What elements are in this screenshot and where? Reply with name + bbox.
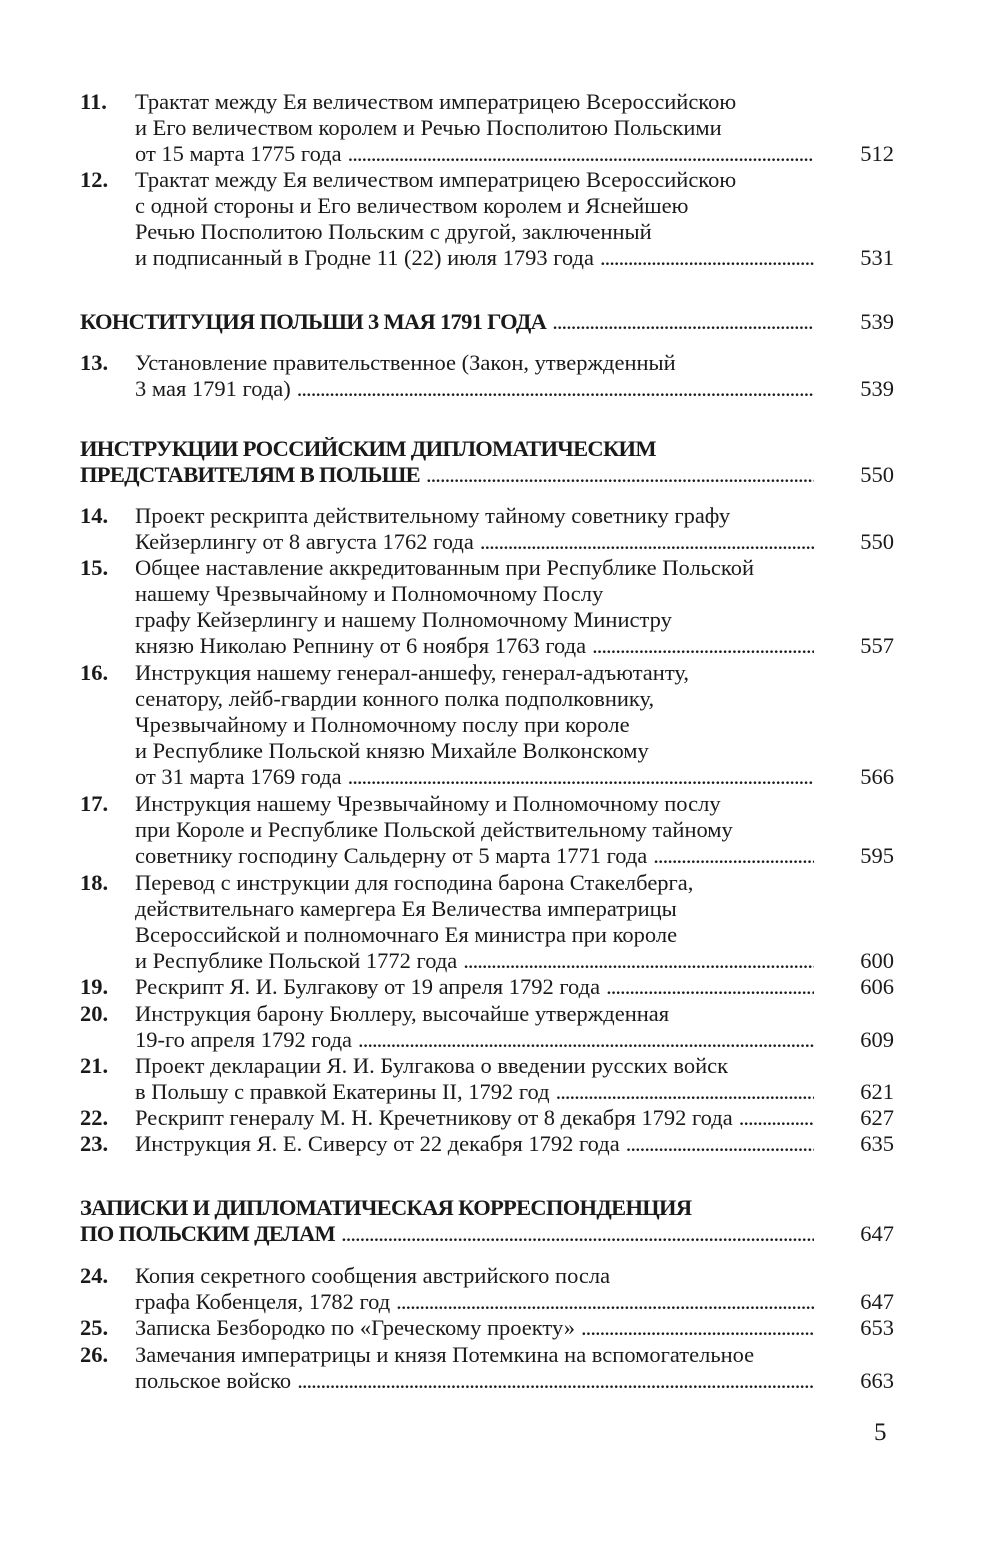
entry-text-line: Копия секретного сообщения австрийского посла <box>135 1263 611 1288</box>
entry-number: 13. <box>80 350 109 375</box>
leader-dots <box>358 1026 814 1054</box>
entry-text-line: 3 мая 1791 года) <box>135 376 291 401</box>
leader-dots <box>463 947 814 975</box>
entry-number: 26. <box>80 1342 109 1367</box>
entry-text-line: Проект декларации Я. И. Булгакова о введении русских войск <box>135 1053 729 1078</box>
entry-last-line <box>135 1367 814 1395</box>
entry-text-line: и подписанный в Гродне 11 (22) июля 1793 года <box>135 245 594 270</box>
entry-last-line <box>135 973 814 1001</box>
entry-last-line <box>135 947 814 975</box>
entry-text-line: Рескрипт Я. И. Булгакову от 19 апреля 1792 года <box>135 974 601 999</box>
leader-dots <box>600 244 814 272</box>
entry-text-line: Инструкция нашему Чрезвычайному и Полномочному послу <box>135 791 721 816</box>
leader-dots <box>653 842 814 870</box>
page-number: 647 <box>860 1289 894 1314</box>
entry-last-line <box>135 1104 814 1132</box>
entry-number: 16. <box>80 660 109 685</box>
page-number: 609 <box>860 1027 894 1052</box>
entry-last-line <box>135 244 814 272</box>
entry-text-line: действительнаго камергера Ея Величества императрицы <box>135 896 677 921</box>
entry-text-line: Инструкция барону Бюллеру, высочайше утвержденная <box>135 1001 670 1026</box>
entry-text-line: польское войско <box>135 1368 292 1393</box>
entry-last-line <box>135 375 814 403</box>
leader-dots <box>581 1314 814 1342</box>
entry-text-line: от 15 марта 1775 года <box>135 141 342 166</box>
entry-number: 17. <box>80 791 109 816</box>
leader-dots <box>297 1367 814 1395</box>
page-number: 531 <box>860 245 894 270</box>
entry-text-line: Трактат между Ея величеством императрицею Всероссийскою <box>135 167 737 192</box>
entry-number: 12. <box>80 167 109 192</box>
entry-number: 19. <box>80 974 109 999</box>
entry-number: 21. <box>80 1053 109 1078</box>
leader-dots <box>341 1220 814 1248</box>
page-number: 595 <box>860 843 894 868</box>
entry-text-line: и Республике Польской князю Михайле Волконскому <box>135 738 649 763</box>
page-folio: 5 <box>874 1419 887 1446</box>
leader-dots <box>626 1130 814 1158</box>
entry-text-line: сенатору, лейб-гвардии конного полка подполковнику, <box>135 686 655 711</box>
entry-text-line: Установление правительственное (Закон, утвержденный <box>135 350 676 375</box>
entry-number: 25. <box>80 1315 109 1340</box>
entry-number: 23. <box>80 1131 109 1156</box>
entry-last-line <box>135 1026 814 1054</box>
section-title-line: КОНСТИТУЦИЯ ПОЛЬШИ 3 МАЯ 1791 ГОДА <box>80 309 547 334</box>
entry-text-line: Кейзерлингу от 8 августа 1762 года <box>135 529 474 554</box>
entry-last-line <box>135 842 814 870</box>
entry-number: 22. <box>80 1105 109 1130</box>
entry-text-line: Речью Посполитою Польским с другой, заключенный <box>135 219 652 244</box>
entry-last-line <box>135 763 814 791</box>
page-number: 635 <box>860 1131 894 1156</box>
entry-text-line: Записка Безбородко по «Греческому проекту» <box>135 1315 576 1340</box>
entry-text-line: Рескрипт генералу М. Н. Кречетникову от 8 декабря 1792 года <box>135 1105 733 1130</box>
entry-text-line: графу Кейзерлингу и нашему Полномочному Министру <box>135 607 672 632</box>
page-number: 653 <box>860 1315 894 1340</box>
page-number: 512 <box>860 141 894 166</box>
entry-last-line <box>135 1288 814 1316</box>
leader-dots <box>606 973 814 1001</box>
leader-dots <box>592 632 814 660</box>
entry-last-line <box>135 1130 814 1158</box>
entry-text-line: с одной стороны и Его величеством королем и Яснейшею <box>135 193 689 218</box>
section-title-line: ПРЕДСТАВИТЕЛЯМ В ПОЛЬШЕ <box>80 462 420 487</box>
entry-text-line: Инструкция Я. Е. Сиверсу от 22 декабря 1792 года <box>135 1131 620 1156</box>
entry-text-line: в Польшу с правкой Екатерины II, 1792 год <box>135 1079 550 1104</box>
entry-number: 11. <box>80 89 107 114</box>
entry-number: 24. <box>80 1263 109 1288</box>
section-title-line: ПО ПОЛЬСКИМ ДЕЛАМ <box>80 1221 336 1246</box>
leader-dots <box>297 375 814 403</box>
entry-text-line: Инструкция нашему генерал-аншефу, генерал-адъютанту, <box>135 660 689 685</box>
section-title-line: ИНСТРУКЦИИ РОССИЙСКИМ ДИПЛОМАТИЧЕСКИМ <box>80 436 656 461</box>
entry-number: 20. <box>80 1001 109 1026</box>
entry-text-line: Проект рескрипта действительному тайному советнику графу <box>135 503 731 528</box>
page-number: 557 <box>860 633 894 658</box>
leader-dots <box>739 1104 814 1132</box>
entry-text-line: при Короле и Республике Польской действительному тайному <box>135 817 733 842</box>
leader-dots <box>348 140 814 168</box>
leader-dots <box>552 308 814 336</box>
entry-text-line: Перевод с инструкции для господина барона Стакелберга, <box>135 870 694 895</box>
entry-text-line: Чрезвычайному и Полномочному послу при короле <box>135 712 630 737</box>
entry-text-line: и Его величеством королем и Речью Посполитою Польскими <box>135 115 722 140</box>
entry-last-line <box>135 1078 814 1106</box>
entry-text-line: и Республике Польской 1772 года <box>135 948 458 973</box>
entry-text-line: графа Кобенцеля, 1782 год <box>135 1289 391 1314</box>
entry-text-line: князю Николаю Репнину от 6 ноября 1763 года <box>135 633 587 658</box>
page-number: 621 <box>860 1079 894 1104</box>
entry-last-line <box>135 528 814 556</box>
page-number: 647 <box>860 1221 894 1246</box>
page-number: 539 <box>860 309 894 334</box>
entry-text-line: от 31 марта 1769 года <box>135 764 342 789</box>
entry-number: 14. <box>80 503 109 528</box>
entry-number: 18. <box>80 870 109 895</box>
entry-text-line: Замечания императрицы и князя Потемкина на вспомогательное <box>135 1342 755 1367</box>
entry-last-line <box>135 632 814 660</box>
section-last-line <box>80 461 814 489</box>
page-number: 550 <box>860 529 894 554</box>
page-number: 606 <box>860 974 894 999</box>
leader-dots <box>348 763 814 791</box>
page-number: 600 <box>860 948 894 973</box>
page-number: 539 <box>860 376 894 401</box>
entry-text-line: нашему Чрезвычайному и Полномочному Послу <box>135 581 604 606</box>
entry-last-line <box>135 1314 814 1342</box>
leader-dots <box>480 528 814 556</box>
page-number: 627 <box>860 1105 894 1130</box>
entry-text-line: Общее наставление аккредитованным при Республике Польской <box>135 555 755 580</box>
section-last-line <box>80 308 814 336</box>
entry-number: 15. <box>80 555 109 580</box>
leader-dots <box>396 1288 814 1316</box>
page-number: 566 <box>860 764 894 789</box>
entry-text-line: Трактат между Ея величеством императрицею Всероссийскою <box>135 89 737 114</box>
leader-dots <box>556 1078 814 1106</box>
entry-text-line: советнику господину Сальдерну от 5 марта 1771 года <box>135 843 648 868</box>
section-title-line: ЗАПИСКИ И ДИПЛОМАТИЧЕСКАЯ КОРРЕСПОНДЕНЦИЯ <box>80 1195 692 1220</box>
entry-last-line <box>135 140 814 168</box>
entry-text-line: 19-го апреля 1792 года <box>135 1027 353 1052</box>
leader-dots <box>426 461 814 489</box>
section-last-line <box>80 1220 814 1248</box>
page-number: 663 <box>860 1368 894 1393</box>
page-number: 550 <box>860 462 894 487</box>
entry-text-line: Всероссийской и полномочнаго Ея министра при короле <box>135 922 678 947</box>
